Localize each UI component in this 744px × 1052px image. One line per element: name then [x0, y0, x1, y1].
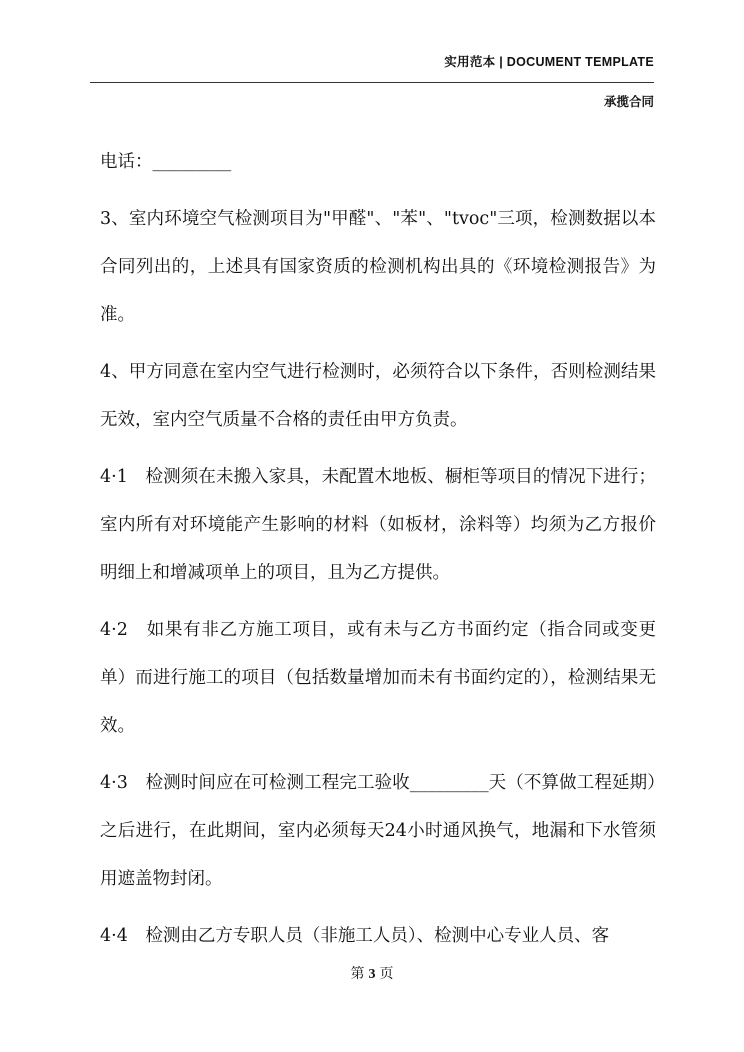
- page-label-prefix: 第: [350, 966, 365, 982]
- header-subtitle: 承揽合同: [603, 95, 654, 109]
- paragraph-clause-4-3: 4·3 检测时间应在可检测工程完工验收_________天（不算做工程延期）之后进行，在此期间，室内必须每天24小时通风换气，地漏和下水管须用遮盖物封闭。: [100, 773, 656, 889]
- paragraph-clause-4-2: 4·2 如果有非乙方施工项目，或有未与乙方书面约定（指合同或变更单）而进行施工的项目（包括数量增加而未有书面约定的），检测结果无效。: [100, 620, 656, 736]
- document-body: [100, 138, 656, 969]
- paragraph-clause-4-1: 4·1 检测须在未搬入家具，未配置木地板、橱柜等项目的情况下进行；室内所有对环境能产生影响的材料（如板材，涂料等）均须为乙方报价明细上和增减项单上的项目，且为乙方提供。: [100, 467, 656, 583]
- page-footer: [0, 963, 744, 983]
- page-label-suffix: 页: [379, 966, 394, 982]
- paragraph-clause-3: 3、室内环境空气检测项目为"甲醛"、"苯"、"tvoc"三项，检测数据以本合同列出的，上述具有国家资质的检测机构出具的《环境检测报告》为准。: [100, 209, 656, 325]
- paragraph-phone: 电话：_________: [100, 152, 232, 172]
- paragraph-clause-4: 4、甲方同意在室内空气进行检测时，必须符合以下条件，否则检测结果无效，室内空气质量不合格的责任由甲方负责。: [100, 362, 656, 430]
- header-divider: [90, 82, 654, 83]
- page-number: 3: [368, 967, 376, 982]
- paragraph-clause-4-4: 4·4 检测由乙方专职人员（非施工人员）、检测中心专业人员、客: [100, 926, 610, 946]
- header-title: 实用范本 | DOCUMENT TEMPLATE: [444, 55, 654, 69]
